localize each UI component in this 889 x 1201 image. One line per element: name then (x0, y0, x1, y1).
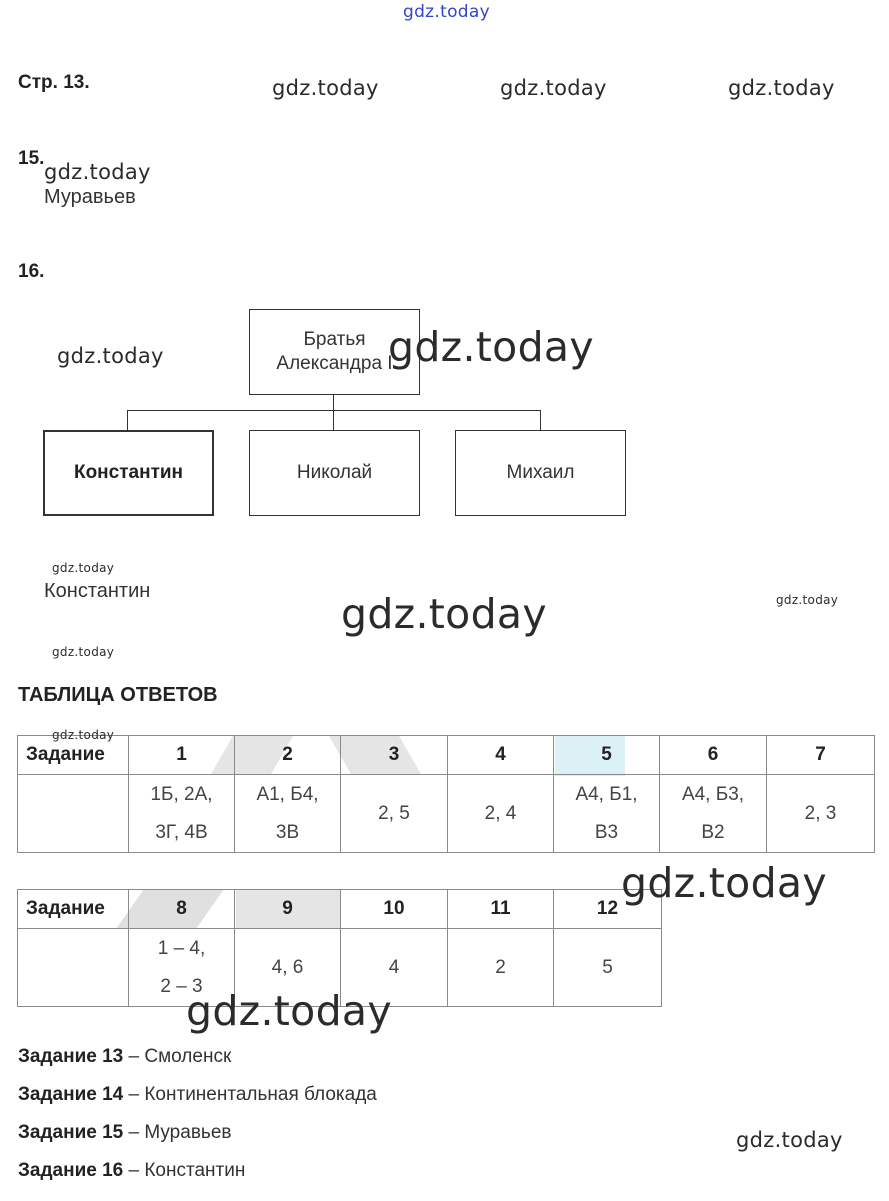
watermark: gdz.today (388, 323, 594, 371)
answer-cell: А4, Б3, В2 (660, 775, 767, 853)
watermark: gdz.today (621, 859, 827, 907)
answer-cell: А1, Б4, 3В (235, 775, 341, 853)
task-number: 5 (554, 736, 660, 775)
connector-line (333, 410, 334, 430)
text-answer-line: Задание 13 – Смоленск (18, 1046, 232, 1067)
text-answer-line: Задание 14 – Континентальная блокада (18, 1084, 377, 1105)
table-cell-empty (18, 929, 129, 1007)
watermark: gdz.today (186, 987, 392, 1035)
watermark: gdz.today (52, 561, 115, 575)
watermark: gdz.today (44, 160, 151, 184)
answer-cell: 2 (448, 929, 554, 1007)
connector-line (540, 410, 541, 430)
watermark: gdz.today (776, 593, 839, 607)
task-15-answer: Муравьев (44, 186, 136, 208)
watermark: gdz.today (52, 728, 115, 742)
task-number: 12 (554, 890, 662, 929)
text-answer-line: Задание 16 – Константин (18, 1160, 246, 1181)
connector-line (127, 410, 128, 430)
task-number: 8 (129, 890, 235, 929)
task-number: 9 (235, 890, 341, 929)
task-number: 7 (767, 736, 875, 775)
task-number: 3 (341, 736, 448, 775)
task-number: 11 (448, 890, 554, 929)
watermark: gdz.today (57, 344, 164, 368)
table-header-label: Задание (18, 736, 129, 775)
connector-line (127, 410, 541, 411)
watermark: gdz.today (500, 76, 607, 100)
answer-cell: А4, Б1, В3 (554, 775, 660, 853)
answer-cell: 1Б, 2А, 3Г, 4В (129, 775, 235, 853)
answer-cell: 2, 3 (767, 775, 875, 853)
diagram-root-line-1: Братья (303, 329, 366, 350)
watermark: gdz.today (341, 590, 547, 638)
diagram-child-box: Михаил (455, 430, 626, 516)
answers-table-1 (17, 735, 875, 853)
task-number: 1 (129, 736, 235, 775)
table-header-label: Задание (18, 890, 129, 929)
task-number: 6 (660, 736, 767, 775)
table-cell-empty (18, 775, 129, 853)
answer-cell: 5 (554, 929, 662, 1007)
text-answer-line: Задание 15 – Муравьев (18, 1122, 232, 1143)
task-number: 2 (235, 736, 341, 775)
connector-line (333, 395, 334, 411)
table-row (18, 775, 875, 853)
task-number: 10 (341, 890, 448, 929)
diagram-child-box: Николай (249, 430, 420, 516)
table-header-row (18, 890, 662, 929)
task-15-number: 15. (18, 148, 45, 169)
answer-cell: 4 (341, 929, 448, 1007)
watermark: gdz.today (52, 645, 115, 659)
task-16-answer: Константин (44, 580, 151, 602)
watermark: gdz.today (736, 1128, 843, 1152)
diagram-root-line-2: Александра I (276, 353, 393, 374)
table-header-row (18, 736, 875, 775)
page-label: Стр. 13. (18, 72, 90, 93)
watermark: gdz.today (272, 76, 379, 100)
answer-cell: 2, 4 (448, 775, 554, 853)
watermark: gdz.today (728, 76, 835, 100)
answer-cell: 2, 5 (341, 775, 448, 853)
diagram-child-box: Константин (43, 430, 214, 516)
task-number: 4 (448, 736, 554, 775)
watermark-top: gdz.today (403, 2, 490, 22)
answer-cell: 1 – 4, 2 – 3 (129, 929, 235, 1007)
answer-cell: 4, 6 (235, 929, 341, 1007)
task-16-number: 16. (18, 261, 45, 282)
answers-title: ТАБЛИЦА ОТВЕТОВ (18, 684, 218, 706)
